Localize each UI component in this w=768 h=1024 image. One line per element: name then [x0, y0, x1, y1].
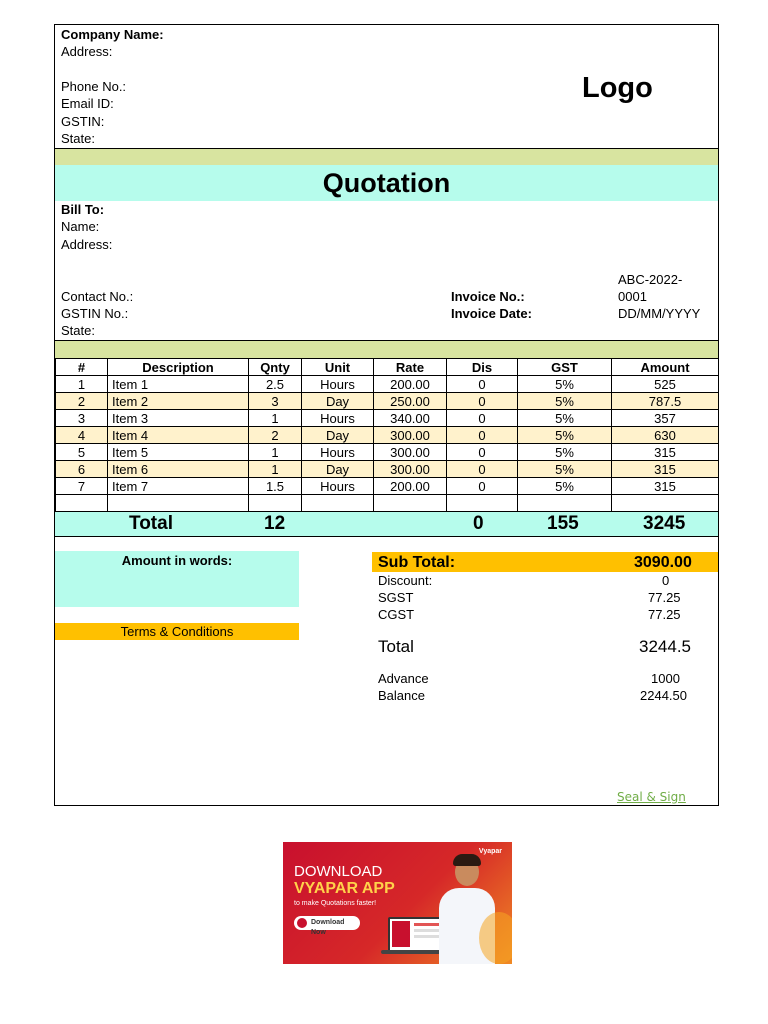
cell-dis: 0 — [447, 478, 518, 495]
cell-amount: 357 — [612, 410, 719, 427]
cell-number: 4 — [56, 427, 108, 444]
cell-unit: Hours — [302, 410, 374, 427]
ad-line1: DOWNLOAD — [294, 863, 383, 880]
table-row — [56, 478, 719, 495]
cell-qnty: 2 — [249, 427, 302, 444]
cell-number: 1 — [56, 376, 108, 393]
cell-gst: 5% — [518, 444, 612, 461]
invoice-number-line2: 0001 — [618, 289, 647, 304]
cell-gst: 5% — [518, 410, 612, 427]
table-row — [56, 376, 719, 393]
cell-qnty: 1.5 — [249, 478, 302, 495]
cell-number: 7 — [56, 478, 108, 495]
balance-label: Balance — [378, 688, 425, 703]
cell-unit: Hours — [302, 444, 374, 461]
cell-unit: Day — [302, 461, 374, 478]
totals-qty: 12 — [264, 513, 286, 534]
subtotal-label: Sub Total: — [378, 554, 456, 571]
subtotal-band — [372, 552, 718, 572]
items-table — [55, 358, 719, 512]
cell-qnty: 1 — [249, 461, 302, 478]
bill-to-name-label: Name: — [61, 219, 100, 234]
ad-line3: to make Quotations faster! — [294, 900, 377, 907]
table-row — [56, 427, 719, 444]
table-row-empty — [56, 495, 719, 512]
terms-label: Terms & Conditions — [120, 624, 234, 639]
amount-in-words-box — [55, 551, 299, 607]
discount-label: Discount: — [378, 573, 433, 588]
terms-band — [55, 623, 299, 640]
download-now-button[interactable] — [294, 916, 360, 936]
col-header-unit: Unit — [302, 359, 374, 376]
invoice-number-line1: ABC-2022- — [618, 272, 683, 287]
col-header-amount: Amount — [612, 359, 719, 376]
bill-to-heading: Bill To: — [61, 202, 105, 217]
sgst-label: SGST — [378, 590, 414, 605]
cell-dis: 0 — [447, 461, 518, 478]
cell-rate: 300.00 — [374, 461, 447, 478]
bill-to-state-label: State: — [61, 323, 95, 338]
document-title: Quotation — [322, 168, 451, 198]
cell-amount: 315 — [612, 478, 719, 495]
totals-gst: 155 — [547, 513, 579, 534]
cell-rate: 300.00 — [374, 427, 447, 444]
cell-unit: Day — [302, 427, 374, 444]
table-row — [56, 444, 719, 461]
discount-value: 0 — [662, 573, 670, 588]
cell-rate: 250.00 — [374, 393, 447, 410]
invoice-number-label: Invoice No.: — [451, 289, 525, 304]
cell-rate: 200.00 — [374, 478, 447, 495]
company-name-label: Company Name: — [61, 27, 164, 42]
totals-label: Total — [129, 513, 173, 534]
balance-value: 2244.50 — [640, 688, 687, 703]
ad-line2: VYAPAR APP — [294, 880, 395, 897]
cell-description: Item 3 — [108, 410, 249, 427]
download-icon — [297, 918, 307, 928]
cell-description: Item 6 — [108, 461, 249, 478]
company-phone-label: Phone No.: — [61, 79, 127, 94]
logo-placeholder: Logo — [582, 72, 653, 104]
cell-amount: 525 — [612, 376, 719, 393]
cgst-label: CGST — [378, 607, 415, 622]
cell-number: 5 — [56, 444, 108, 461]
cell-amount: 630 — [612, 427, 719, 444]
totals-row — [55, 511, 718, 537]
cell-qnty: 1 — [249, 410, 302, 427]
col-header-description: Description — [108, 359, 249, 376]
company-gstin-label: GSTIN: — [61, 114, 105, 129]
cell-amount: 315 — [612, 444, 719, 461]
cell-dis: 0 — [447, 410, 518, 427]
col-header-dis: Dis — [447, 359, 518, 376]
vyapar-brand: Vyapar — [478, 848, 502, 855]
col-header-gst: GST — [518, 359, 612, 376]
bill-to-address-label: Address: — [61, 237, 113, 252]
advance-value: 1000 — [651, 671, 680, 686]
cell-number: 2 — [56, 393, 108, 410]
cell-dis: 0 — [447, 444, 518, 461]
invoice-date-value: DD/MM/YYYY — [618, 306, 701, 321]
cell-unit: Day — [302, 393, 374, 410]
table-row — [56, 393, 719, 410]
cell-rate: 300.00 — [374, 444, 447, 461]
cell-description: Item 7 — [108, 478, 249, 495]
seal-and-sign-label: Seal & Sign — [617, 790, 686, 804]
company-address-label: Address: — [61, 44, 113, 59]
cell-dis: 0 — [447, 427, 518, 444]
advance-label: Advance — [378, 671, 429, 686]
cell-number: 3 — [56, 410, 108, 427]
col-header-number: # — [56, 359, 108, 376]
cell-description: Item 4 — [108, 427, 249, 444]
cell-rate: 340.00 — [374, 410, 447, 427]
cell-amount: 787.5 — [612, 393, 719, 410]
subtotal-value: 3090.00 — [634, 554, 692, 571]
col-header-qnty: Qnty — [249, 359, 302, 376]
cell-unit: Hours — [302, 376, 374, 393]
vyapar-ad-banner[interactable] — [283, 842, 512, 964]
invoice-date-label: Invoice Date: — [451, 306, 532, 321]
quotation-sheet — [54, 24, 719, 806]
table-header-row — [56, 359, 719, 376]
sgst-value: 77.25 — [648, 590, 681, 605]
table-row — [56, 461, 719, 478]
col-header-rate: Rate — [374, 359, 447, 376]
download-now-label: Download Now — [311, 919, 345, 936]
cell-description: Item 1 — [108, 376, 249, 393]
amount-in-words-label: Amount in words: — [121, 553, 233, 568]
bill-to-gstin-label: GSTIN No.: — [61, 306, 129, 321]
cell-gst: 5% — [518, 478, 612, 495]
cell-rate: 200.00 — [374, 376, 447, 393]
cell-number: 6 — [56, 461, 108, 478]
bill-to-contact-label: Contact No.: — [61, 289, 134, 304]
summary-total-label: Total — [378, 637, 414, 656]
table-top-band — [55, 340, 718, 358]
totals-amount: 3245 — [643, 513, 686, 534]
table-row — [56, 410, 719, 427]
summary-total-value: 3244.5 — [639, 637, 691, 656]
cell-amount: 315 — [612, 461, 719, 478]
title-band — [55, 165, 718, 201]
cell-qnty: 3 — [249, 393, 302, 410]
cell-qnty: 1 — [249, 444, 302, 461]
totals-dis: 0 — [473, 513, 484, 534]
cell-dis: 0 — [447, 376, 518, 393]
company-email-label: Email ID: — [61, 96, 114, 111]
company-state-label: State: — [61, 131, 95, 146]
cell-description: Item 5 — [108, 444, 249, 461]
cell-unit: Hours — [302, 478, 374, 495]
cell-qnty: 2.5 — [249, 376, 302, 393]
cell-gst: 5% — [518, 427, 612, 444]
cell-gst: 5% — [518, 393, 612, 410]
cell-gst: 5% — [518, 461, 612, 478]
header-divider-band — [55, 148, 718, 166]
cell-description: Item 2 — [108, 393, 249, 410]
cgst-value: 77.25 — [648, 607, 681, 622]
cell-dis: 0 — [447, 393, 518, 410]
cell-gst: 5% — [518, 376, 612, 393]
